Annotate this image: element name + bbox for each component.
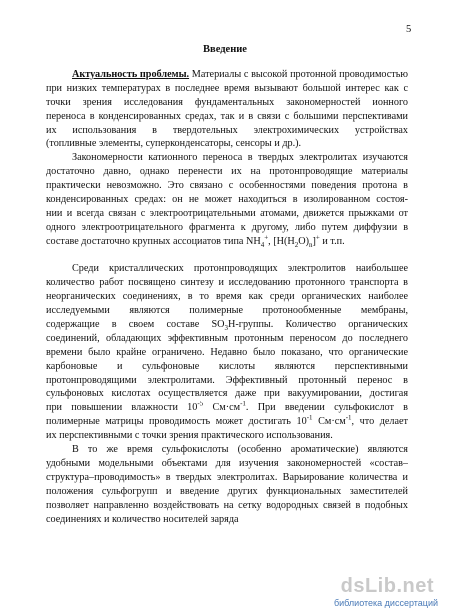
text-fragment: неорганических соединениях, в то время как среди органических наиболее bbox=[46, 291, 408, 303]
text-fragment: H-группы. Количество органических bbox=[228, 319, 408, 331]
text-fragment: 4 bbox=[260, 240, 265, 249]
text-line bbox=[46, 387, 408, 401]
text-fragment: -5 bbox=[197, 401, 204, 408]
text-fragment: положения сульфогрупп и введение других функциональных заместителей bbox=[46, 485, 408, 497]
text-line bbox=[46, 485, 408, 499]
text-fragment: n bbox=[308, 240, 313, 249]
text-fragment: одного электроотрицательного фрагмента к другому, либо путем диффузии в bbox=[46, 221, 408, 233]
text-line bbox=[46, 304, 408, 318]
text-fragment: 3 bbox=[224, 324, 229, 332]
text-fragment: карбоновые и сульфоновые кислоты являются перспективными bbox=[46, 360, 408, 372]
text-fragment: В то же время сульфокислоты (особенно ароматические) являются bbox=[72, 444, 408, 456]
text-line bbox=[46, 415, 408, 429]
text-line bbox=[46, 262, 408, 276]
text-fragment: + bbox=[264, 233, 269, 242]
text-line bbox=[46, 401, 408, 415]
text-fragment: удобными модельными объектами для изучения закономерностей «состав– bbox=[46, 457, 408, 469]
text-fragment: точки зрения исследования фундаментальных закономерностей ионного bbox=[46, 96, 408, 108]
text-line bbox=[46, 443, 408, 457]
text-fragment: количество работ посвящено синтезу и исследованию протонного транспорта в bbox=[46, 277, 408, 289]
text-line bbox=[46, 96, 408, 110]
text-fragment: -1 bbox=[240, 401, 246, 408]
text-line bbox=[46, 513, 408, 527]
text-line bbox=[46, 124, 408, 138]
text-fragment: составе достаточно крупных ассоциатов типа NH bbox=[46, 235, 261, 247]
text-fragment: протонпроводящими электролитами. Эффективный протонный перенос в bbox=[46, 374, 408, 386]
text-line bbox=[46, 235, 408, 249]
text-line bbox=[46, 346, 408, 360]
text-fragment: . При введении сульфокислот в bbox=[245, 402, 408, 414]
dslib-watermark[interactable] bbox=[324, 575, 442, 611]
text-fragment: при повышении влажности 10 bbox=[46, 402, 198, 414]
text-line bbox=[46, 332, 408, 346]
text-fragment: достаточно давно, однако перенести их на протонпроводящие материалы bbox=[46, 166, 408, 178]
text-fragment: ] bbox=[312, 235, 316, 247]
section-title: Введение bbox=[203, 44, 247, 55]
text-line bbox=[46, 207, 408, 221]
text-line bbox=[46, 151, 408, 165]
text-line bbox=[46, 249, 408, 263]
text-fragment: конденсированных средах: он не может находиться в изолированном состоя- bbox=[46, 194, 408, 206]
text-line bbox=[46, 82, 408, 96]
text-fragment: См·см bbox=[312, 416, 346, 428]
text-fragment: и т.п. bbox=[319, 235, 345, 247]
text-fragment: соединениях и количество носителей заряда bbox=[46, 513, 239, 525]
text-line bbox=[46, 499, 408, 513]
text-line bbox=[46, 374, 408, 388]
text-fragment: их использования в твердотельных электрохимических устройствах bbox=[46, 124, 408, 136]
text-fragment: , [H(H bbox=[268, 235, 295, 247]
text-line bbox=[46, 165, 408, 179]
text-line bbox=[46, 179, 408, 193]
text-line bbox=[46, 429, 408, 443]
text-fragment: Среди кристаллических протонпроводящих электролитов наибольшее bbox=[72, 263, 408, 275]
text-line bbox=[46, 221, 408, 235]
text-fragment: + bbox=[315, 233, 320, 242]
text-fragment: позволяет направленно воздействовать на сетку водородных связей в подобных bbox=[46, 499, 408, 511]
text-fragment: Материалы с высокой протонной проводимостью bbox=[189, 69, 408, 80]
text-fragment: 2 bbox=[294, 240, 299, 249]
body-text bbox=[46, 68, 408, 526]
text-line bbox=[46, 360, 408, 374]
text-line bbox=[46, 276, 408, 290]
text-fragment: практически невозможно. Это связано с особенностями поведения протона в bbox=[46, 180, 408, 192]
text-line bbox=[46, 68, 408, 82]
text-fragment: сульфоновых кислотах осуществляется даже при вакуумировании, достигая bbox=[46, 388, 408, 400]
text-fragment: -1 bbox=[306, 415, 313, 422]
text-line bbox=[46, 193, 408, 207]
text-line bbox=[46, 137, 408, 151]
text-fragment: при низких температурах в последнее время вызывают большой интерес как с bbox=[46, 82, 408, 94]
watermark-subtitle: библиотека диссертаций bbox=[333, 598, 438, 608]
section-label: Актуальность проблемы. bbox=[72, 69, 190, 80]
text-fragment: нии и всегда связан с электроотрицательными атомами, движется прыжками от bbox=[46, 207, 408, 219]
text-line bbox=[46, 318, 408, 332]
page-number: 5 bbox=[406, 24, 412, 35]
text-line bbox=[46, 457, 408, 471]
text-fragment: соединений, обладающих эффективным протонным переносом до последнего bbox=[46, 332, 408, 344]
text-fragment: -1 bbox=[345, 415, 352, 422]
text-fragment: O) bbox=[298, 235, 309, 247]
text-fragment: структура–проводимость» в твердых электролитах. Варьирование количества и bbox=[46, 471, 408, 483]
text-line bbox=[46, 290, 408, 304]
text-fragment: времени было крайне ограничено. Недавно было показано, что органические bbox=[46, 346, 408, 358]
text-fragment: исследуемыми являются полимерные протонообменные мембраны, bbox=[46, 305, 408, 317]
text-fragment: (топливные элементы, суперконденсаторы, сенсоры и др.). bbox=[46, 138, 302, 150]
text-line bbox=[46, 471, 408, 485]
text-fragment: , что делает bbox=[351, 416, 408, 428]
text-fragment: содержащие в своем составе SO bbox=[46, 319, 225, 331]
text-fragment: их перспективными с точки зрения практического использования. bbox=[46, 430, 333, 442]
text-fragment: См·см bbox=[203, 402, 241, 414]
text-fragment: Закономерности катионного переноса в твердых электролитах изучаются bbox=[72, 152, 408, 164]
text-fragment: переноса в конденсированных средах, так и в связи с большими перспективами bbox=[46, 110, 408, 122]
text-fragment: полимерные матрицы проводимость может достигать 10 bbox=[46, 416, 307, 428]
watermark-logo: dsLib.net bbox=[340, 575, 434, 597]
text-line bbox=[46, 110, 408, 124]
